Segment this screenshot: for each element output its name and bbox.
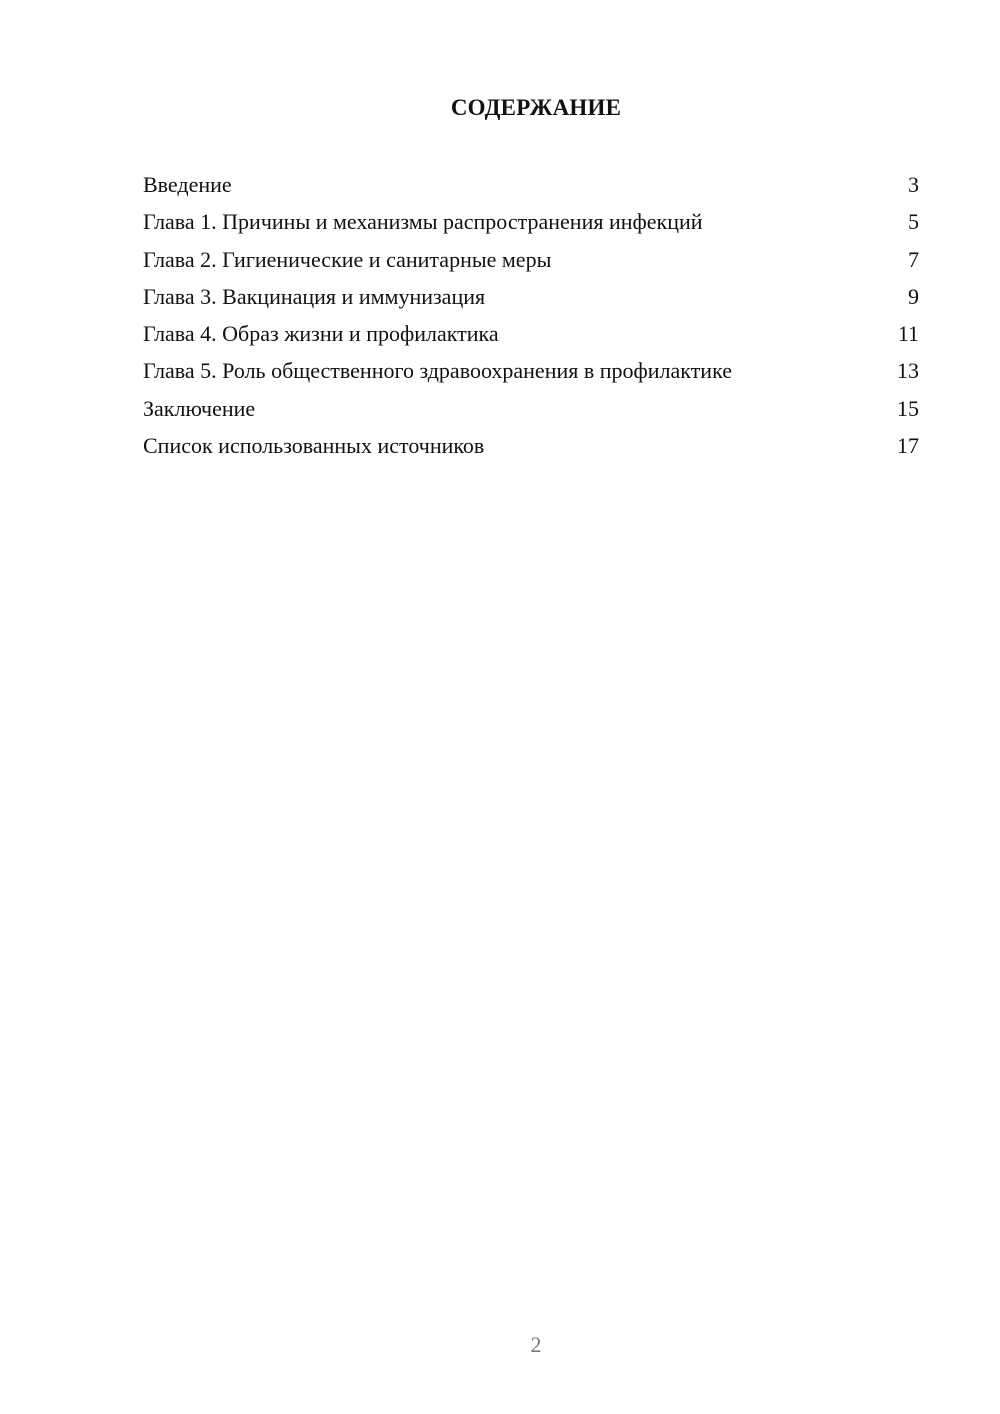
- page-number: 2: [530, 1332, 542, 1357]
- toc-entry-label: Список использованных источников: [143, 433, 485, 459]
- toc-entry-label: Глава 4. Образ жизни и профилактика: [143, 321, 499, 347]
- table-of-contents: [143, 170, 919, 468]
- toc-entry-page: 17: [897, 433, 919, 459]
- toc-entry: [143, 207, 919, 244]
- toc-entry-label: Глава 5. Роль общественного здравоохранения в профилактике: [143, 358, 732, 384]
- toc-entry-page: 11: [897, 321, 919, 347]
- toc-entry-label: Заключение: [143, 395, 256, 421]
- toc-entry-page: 13: [897, 358, 919, 384]
- toc-entry-label: Введение: [143, 172, 232, 197]
- toc-entry-page: 7: [908, 246, 919, 272]
- toc-entry-page: 15: [897, 395, 919, 421]
- toc-entry: [143, 394, 919, 431]
- toc-entry-page: 5: [908, 209, 919, 235]
- toc-entry-label: Глава 3. Вакцинация и иммунизация: [143, 283, 486, 309]
- toc-entry: [143, 170, 919, 207]
- toc-entry-label: Глава 2. Гигиенические и санитарные меры: [143, 246, 552, 272]
- page-title: СОДЕРЖАНИЕ: [450, 95, 622, 120]
- toc-entry: [143, 431, 919, 468]
- toc-entry-page: 3: [908, 172, 919, 197]
- toc-entry-page: 9: [908, 283, 919, 309]
- toc-entry-label: Глава 1. Причины и механизмы распространения инфекций: [143, 209, 703, 235]
- toc-entry: [143, 245, 919, 282]
- toc-entry: [143, 356, 919, 393]
- toc-entry: [143, 282, 919, 319]
- toc-entry: [143, 319, 919, 356]
